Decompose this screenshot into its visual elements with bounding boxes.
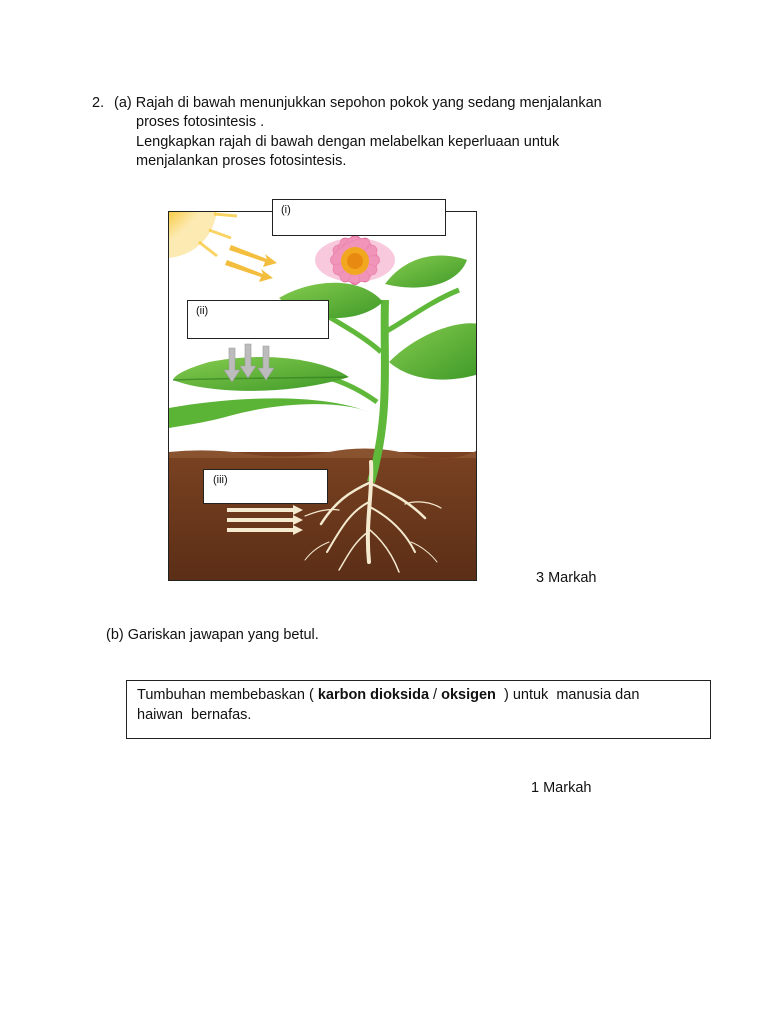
marks-part-b: 1 Markah [531,780,592,796]
answer-box [126,680,711,739]
part-a-line-2: proses fotosintesis . [136,114,265,130]
option-karbon-dioksida[interactable]: karbon dioksida [317,687,430,703]
part-a-line-4: menjalankan proses fotosintesis. [136,153,347,169]
sentence-mid: ) untuk manusia dan [495,687,640,703]
label-box-iii-number: (iii) [213,474,228,486]
label-box-iii[interactable] [203,469,328,504]
label-box-i-number: (i) [281,204,291,216]
sentence-start: Tumbuhan membebaskan ( [137,687,318,703]
sun-icon [169,212,237,258]
part-a-line-3: Lengkapkan rajah di bawah dengan melabelkan keperluaan untuk [136,134,560,150]
part-a-label: (a) [114,95,132,111]
flower-icon [315,232,395,288]
label-box-i[interactable] [272,199,446,236]
part-a-line-1 [114,94,602,113]
option-oksigen[interactable]: oksigen [441,687,496,703]
marks-part-a: 3 Markah [536,570,597,586]
label-box-ii-number: (ii) [196,305,209,317]
answer-line-2: haiwan bernafas. [137,707,252,723]
part-a-line-1-text: Rajah di bawah menunjukkan sepohon pokok yang sedang menjalankan [135,95,602,111]
part-b-instruction: (b) Gariskan jawapan yang betul. [106,627,319,643]
water-arrow-icon [227,505,303,535]
leaf-icon [169,256,476,428]
plant-diagram [168,211,477,581]
answer-line-1 [137,685,700,705]
light-arrow-icon [225,245,277,282]
question-number: 2. [92,95,105,111]
air-arrow-icon [224,344,274,382]
label-box-ii[interactable] [187,300,329,339]
option-separator: / [429,687,442,703]
